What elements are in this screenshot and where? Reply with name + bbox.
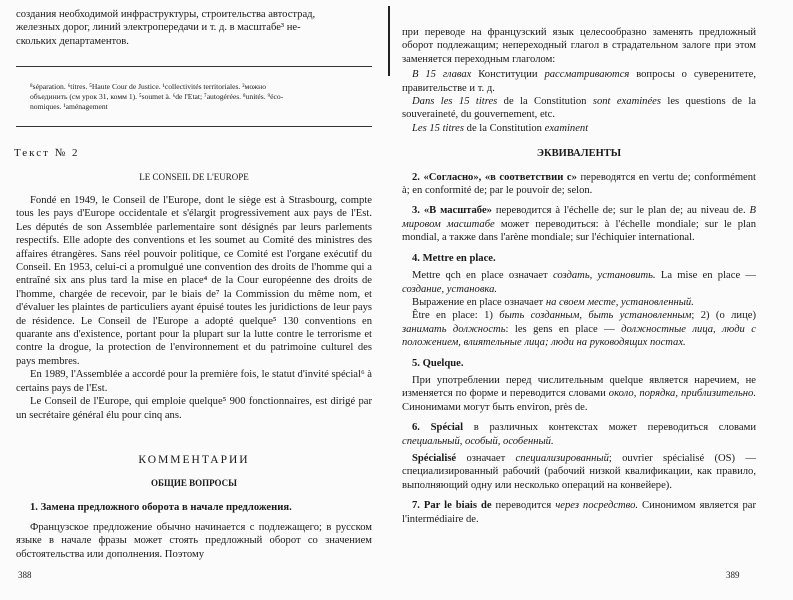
equivalent-5: При употреблении перед числительным quelque является наречием, не изменяется по форме и переводится словами около, порядка, приблизительно. Синонимами могут быть environ, près de. — [402, 374, 757, 413]
top-line: создания необходимой инфраструктуры, строительства автострад, — [16, 9, 316, 20]
top-line: железных дорог, линий электропередачи и т. д. в масштабе³ не- — [16, 22, 301, 34]
footnote-line: ⁸séparation. ⁶titres. ⁵Haute Cour de Justice. ¹collectivités territoriales. ²можно — [30, 82, 267, 91]
page-number-right: 389 — [726, 570, 740, 580]
intro-paragraph: при переводе на французский язык целесообразно заменять предложный оборот подлежащим; непереходный глагол в страдательном залоге при этом заменяется переходным глаголом: — [402, 27, 756, 65]
footnote-line: nomiques. ¹aménagement — [30, 102, 108, 111]
equivalent-3: 3. «В масштабе» переводится à l'échelle de; sur le plan de; au niveau de. В мировом масштабе может переводиться: à l'échelle mondiale; sur le plan mondial, а также dans l'arène mondiale; sur l'échiquier international. — [402, 205, 756, 244]
example-ru: В 15 главах Конституции рассматриваются вопросы о суверенитете, правительстве и т. д. — [402, 69, 756, 94]
left-top-text — [16, 8, 372, 48]
item1-title: 1. Замена предложного оборота в начале предложения. — [30, 502, 292, 513]
spine-divider — [388, 6, 390, 76]
equivalent-4-p3: Être en place: 1) быть созданным, быть установленным; 2) (о лице) занимать должность: les gens en place — должностные лица, люди с положением, влиятельные лица; люди на руководящих постах. — [402, 310, 756, 349]
equivalent-2: 2. «Согласно», «в соответствии с» переводятся en vertu de; conformément à; en conformité de; par le pouvoir de; selon. — [402, 171, 756, 197]
french-text — [16, 194, 372, 422]
text-label: Текст № 2 — [14, 147, 80, 159]
equivalent-6: 6. Spécial в различных контекстах может переводиться словами специальный, особый, особенный. — [402, 422, 756, 447]
example-fr-2: Les 15 titres de la Constitution examinent — [412, 122, 589, 134]
general-title: ОБЩИЕ ВОПРОСЫ — [151, 478, 237, 488]
equivalents-title: ЭКВИВАЛЕНТЫ — [536, 148, 622, 160]
paragraph: Fondé en 1949, le Conseil de l'Europe, dont le siège est à Strasbourg, compte tous les pays d'Europe occidentale et s'élargit progressivement aux pays de l'Est. Les députés de son Assemblée parlementaire sont désignés par leurs parlements respectifs. Elle adopte des conventions et les soumet au Comité des ministres des affaires étrangères. Sans réel pouvoir politique, ce Comité est l'organe exécutif du Conseil. En 1953, celui-ci a promulgué une convention des droits de l'homme qui a entraîné six ans plus tard la mise en place⁴ de la Cour européenne des droits de l'homme, chargée de recevoir, par le biais de⁷ la Commission du même nom, et d'évaluer les plaintes de particuliers ayant épuisé toutes les juridictions de leur pays de résidence. Le Conseil de l'Europe a adopté quelque⁵ 130 conventions en quarante ans d'existence, portant pour la plupart sur la lutte contre le terrorisme et contre la drogue, la protection de l'environnement et du patrimoine culturel des pays membres. — [16, 195, 372, 367]
footnote-bottom-rule — [16, 126, 372, 127]
left-page — [0, 0, 396, 600]
right-text — [402, 26, 756, 526]
equivalent-4-p2: Выражение en place означает на своем месте, установленный. — [412, 296, 694, 308]
right-page — [396, 0, 793, 600]
item1-text — [16, 521, 372, 561]
example-fr-1: Dans les 15 titres de la Constitution sont examinées les questions de la souveraineté, du gouvernement, etc. — [402, 96, 756, 121]
equivalent-4-title: 4. Mettre en place. — [412, 252, 496, 264]
top-line: скольких департаментов. — [16, 35, 129, 47]
equivalent-5-title: 5. Quelque. — [412, 357, 464, 369]
equivalent-6b: Spécialisé означает специализированный; ouvrier spécialisé (OS) — специализированный рабочий (рабочий низкой квалификации, как правило, выполняющий одну или несколько операций на конвейере). — [402, 452, 756, 491]
footnote-line: объединить (см урок 31, комм 1). ⁵soumet à. ⁶de l'Etat; ⁷autogérées. ⁸unités. ⁹éco- — [30, 92, 284, 101]
paragraph: Французское предложение обычно начинается с подлежащего; в русском языке в начале фразы может стоять предложный оборот со значением обстоятельства или дополнения. Поэтому — [16, 522, 372, 560]
paragraph: En 1989, l'Assemblée a accordé pour la première fois, le statut d'invité spécial⁶ à certains pays de l'Est. — [16, 369, 372, 394]
page-number-left: 388 — [18, 570, 32, 580]
text-title: LE CONSEIL DE L'EUROPE — [139, 172, 249, 182]
comments-title: КОММЕНТАРИИ — [138, 454, 250, 466]
footnote-separator — [16, 66, 372, 67]
equivalent-4-p1: Mettre qch en place означает создать, установить. La mise en place — создание, установка. — [402, 270, 756, 295]
footnotes — [30, 82, 372, 112]
paragraph: Le Conseil de l'Europe, qui emploie quelque⁵ 900 fonctionnaires, est dirigé par un secrétaire général élu pour cinq ans. — [16, 396, 372, 421]
equivalent-7: 7. Par le biais de переводится через посредство. Синонимом является par l'intermédiaire de. — [402, 500, 756, 525]
